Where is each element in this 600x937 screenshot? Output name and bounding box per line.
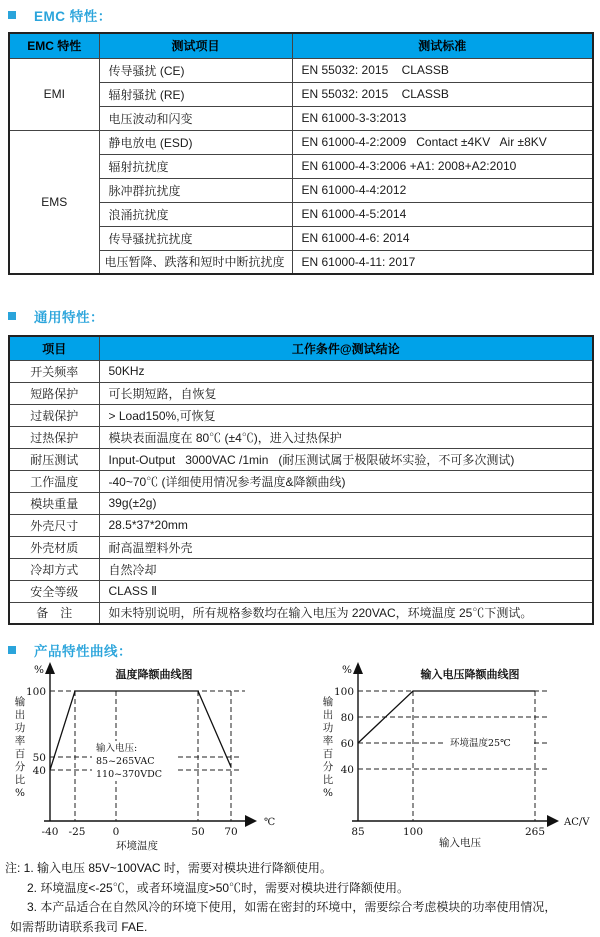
test-item-cell: 传导骚扰 (CE) <box>99 58 292 82</box>
col-header: 测试标准 <box>292 33 593 58</box>
y-axis-label-char: 比 <box>323 773 334 786</box>
test-item-cell: 电压波动和闪变 <box>99 106 292 130</box>
param-value-cell: > Load150%,可恢复 <box>99 404 593 426</box>
y-axis-symbol: % <box>342 664 352 676</box>
table-row <box>9 404 593 426</box>
chart-title: 温度降额曲线图 <box>116 667 193 681</box>
test-standard-cell: EN 61000-4-5:2014 <box>292 202 593 226</box>
x-tick-label: 0 <box>113 826 120 838</box>
test-standard-cell: EN 55032: 2015 CLASSB <box>292 58 593 82</box>
note-line: 如需帮助请联系我司 FAE. <box>0 918 600 937</box>
test-item-cell: 浪涌抗扰度 <box>99 202 292 226</box>
emc-section-title <box>8 6 600 24</box>
x-tick-label: 100 <box>403 826 423 838</box>
y-tick-label: 100 <box>334 686 354 698</box>
test-item-cell: 脉冲群抗扰度 <box>99 178 292 202</box>
param-name-cell: 备 注 <box>9 602 99 624</box>
param-value-cell: CLASS Ⅱ <box>99 580 593 602</box>
x-tick-label: -25 <box>69 826 86 838</box>
table-row <box>9 426 593 448</box>
charts-row <box>4 661 600 857</box>
note-line: 3. 本产品适合在自然风冷的环境下使用，如需在密封的环境中，需要综合考虑模块的功率使用情况， <box>0 898 600 918</box>
param-name-cell: 冷却方式 <box>9 558 99 580</box>
y-axis-label-char: 出 <box>15 708 26 721</box>
note-line: 注: 1. 输入电压 85V~100VAC 时，需要对模块进行降额使用。 <box>0 859 600 879</box>
test-item-cell: 传导骚扰抗扰度 <box>99 226 292 250</box>
param-name-cell: 安全等级 <box>9 580 99 602</box>
param-name-cell: 过载保护 <box>9 404 99 426</box>
param-name-cell: 耐压测试 <box>9 448 99 470</box>
test-item-cell: 电压暂降、跌落和短时中断抗扰度 <box>99 250 292 274</box>
y-axis-label-char: 分 <box>323 760 334 773</box>
table-row <box>9 514 593 536</box>
y-tick-label: 40 <box>33 765 46 777</box>
section-title-text: 通用特性： <box>34 306 104 326</box>
col-header: 测试项目 <box>99 33 292 58</box>
y-axis-symbol: % <box>34 664 44 676</box>
x-axis-label: 输入电压 <box>439 836 481 849</box>
general-section-title <box>8 307 600 325</box>
x-tick-label: -40 <box>42 826 59 838</box>
curves-section-title <box>8 641 600 659</box>
y-axis-label-char: 百 <box>323 748 334 760</box>
table-row <box>9 558 593 580</box>
test-standard-cell: EN 61000-4-6: 2014 <box>292 226 593 250</box>
annotation-line: 环境温度25℃ <box>450 737 511 749</box>
y-axis-label-char: 功 <box>323 721 334 734</box>
annotation-line: 输入电压: <box>96 742 137 754</box>
y-axis-label-char: 出 <box>323 708 334 721</box>
test-standard-cell: EN 61000-4-11: 2017 <box>292 250 593 274</box>
y-axis-label-char: 输 <box>323 695 334 708</box>
temperature-derating-chart <box>4 661 300 857</box>
y-axis-label-char: 功 <box>15 721 26 734</box>
y-axis-label-char: 率 <box>323 734 334 747</box>
y-tick-label: 80 <box>341 712 354 724</box>
emc-group-cell: EMI <box>9 58 99 130</box>
y-axis-arrow-icon <box>45 662 55 674</box>
annotation-line: 85~265VAC <box>96 756 155 767</box>
table-row <box>9 130 593 154</box>
x-axis-arrow-icon <box>245 815 257 827</box>
test-item-cell: 辐射抗扰度 <box>99 154 292 178</box>
param-name-cell: 外壳尺寸 <box>9 514 99 536</box>
test-item-cell: 辐射骚扰 (RE) <box>99 82 292 106</box>
col-header: 工作条件@测试结论 <box>99 336 593 360</box>
y-axis-arrow-icon <box>353 662 363 674</box>
table-row <box>9 448 593 470</box>
table-row <box>9 492 593 514</box>
col-header: 项目 <box>9 336 99 360</box>
param-name-cell: 过热保护 <box>9 426 99 448</box>
param-value-cell: 模块表面温度在 80℃ (±4℃)，进入过热保护 <box>99 426 593 448</box>
param-value-cell: 39g(±2g) <box>99 492 593 514</box>
emc-table <box>8 32 594 275</box>
param-name-cell: 开关频率 <box>9 360 99 382</box>
annotation-line: 110~370VDC <box>96 769 162 780</box>
param-name-cell: 外壳材质 <box>9 536 99 558</box>
param-value-cell: 如未特别说明，所有规格参数均在输入电压为 220VAC，环境温度 25℃下测试。 <box>99 602 593 624</box>
param-value-cell: -40~70℃ (详细使用情况参考温度&降额曲线) <box>99 470 593 492</box>
notes-block <box>0 859 600 937</box>
param-value-cell: 28.5*37*20mm <box>99 514 593 536</box>
table-header-row <box>9 33 593 58</box>
note-line: 2. 环境温度<-25℃，或者环境温度>50℃时，需要对模块进行降额使用。 <box>0 879 600 899</box>
param-value-cell: 可长期短路，自恢复 <box>99 382 593 404</box>
x-tick-label: 70 <box>224 826 237 838</box>
table-row <box>9 602 593 624</box>
x-axis-arrow-icon <box>547 815 559 827</box>
param-value-cell: 自然冷却 <box>99 558 593 580</box>
y-axis-label-char: 率 <box>15 734 26 747</box>
y-axis-label-char: 输 <box>15 695 26 708</box>
section-title-text: 产品特性曲线： <box>34 640 132 660</box>
test-standard-cell: EN 61000-4-3:2006 +A1: 2008+A2:2010 <box>292 154 593 178</box>
y-axis-label-char: 比 <box>15 773 26 786</box>
table-row <box>9 470 593 492</box>
y-axis-label-char: % <box>323 787 333 799</box>
param-name-cell: 工作温度 <box>9 470 99 492</box>
test-standard-cell: EN 61000-4-2:2009 Contact ±4KV Air ±8KV <box>292 130 593 154</box>
table-row <box>9 58 593 82</box>
test-item-cell: 静电放电 (ESD) <box>99 130 292 154</box>
table-row <box>9 382 593 404</box>
table-row <box>9 360 593 382</box>
emc-group-cell: EMS <box>9 130 99 274</box>
y-tick-label: 40 <box>341 764 354 776</box>
chart-title: 输入电压降额曲线图 <box>420 667 520 681</box>
input-voltage-derating-chart <box>300 661 596 857</box>
section-bullet-icon <box>8 11 16 19</box>
y-axis-label-char: 百 <box>15 748 26 760</box>
y-axis-label-char: % <box>15 787 25 799</box>
col-header: EMC 特性 <box>9 33 99 58</box>
y-axis-label-char: 分 <box>15 760 26 773</box>
table-row <box>9 580 593 602</box>
table-header-row <box>9 336 593 360</box>
x-tick-label: 50 <box>191 826 204 838</box>
param-value-cell: 耐高温塑料外壳 <box>99 536 593 558</box>
section-bullet-icon <box>8 312 16 320</box>
table-row <box>9 536 593 558</box>
test-standard-cell: EN 61000-3-3:2013 <box>292 106 593 130</box>
x-axis-label: 环境温度 <box>116 839 158 852</box>
y-tick-label: 50 <box>33 752 46 764</box>
x-tick-label: 265 <box>525 826 545 838</box>
param-name-cell: 模块重量 <box>9 492 99 514</box>
y-tick-label: 100 <box>26 686 46 698</box>
test-standard-cell: EN 55032: 2015 CLASSB <box>292 82 593 106</box>
x-axis-unit: AC/V <box>563 817 590 828</box>
param-value-cell: Input-Output 3000VAC /1min (耐压测试属于极限破坏实验，不可多次测试) <box>99 448 593 470</box>
general-table <box>8 335 594 625</box>
param-value-cell: 50KHz <box>99 360 593 382</box>
param-name-cell: 短路保护 <box>9 382 99 404</box>
x-axis-unit: ℃ <box>264 817 275 828</box>
test-standard-cell: EN 61000-4-4:2012 <box>292 178 593 202</box>
x-tick-label: 85 <box>351 826 364 838</box>
y-tick-label: 60 <box>341 738 354 750</box>
section-title-text: EMC 特性： <box>34 5 112 25</box>
section-bullet-icon <box>8 646 16 654</box>
